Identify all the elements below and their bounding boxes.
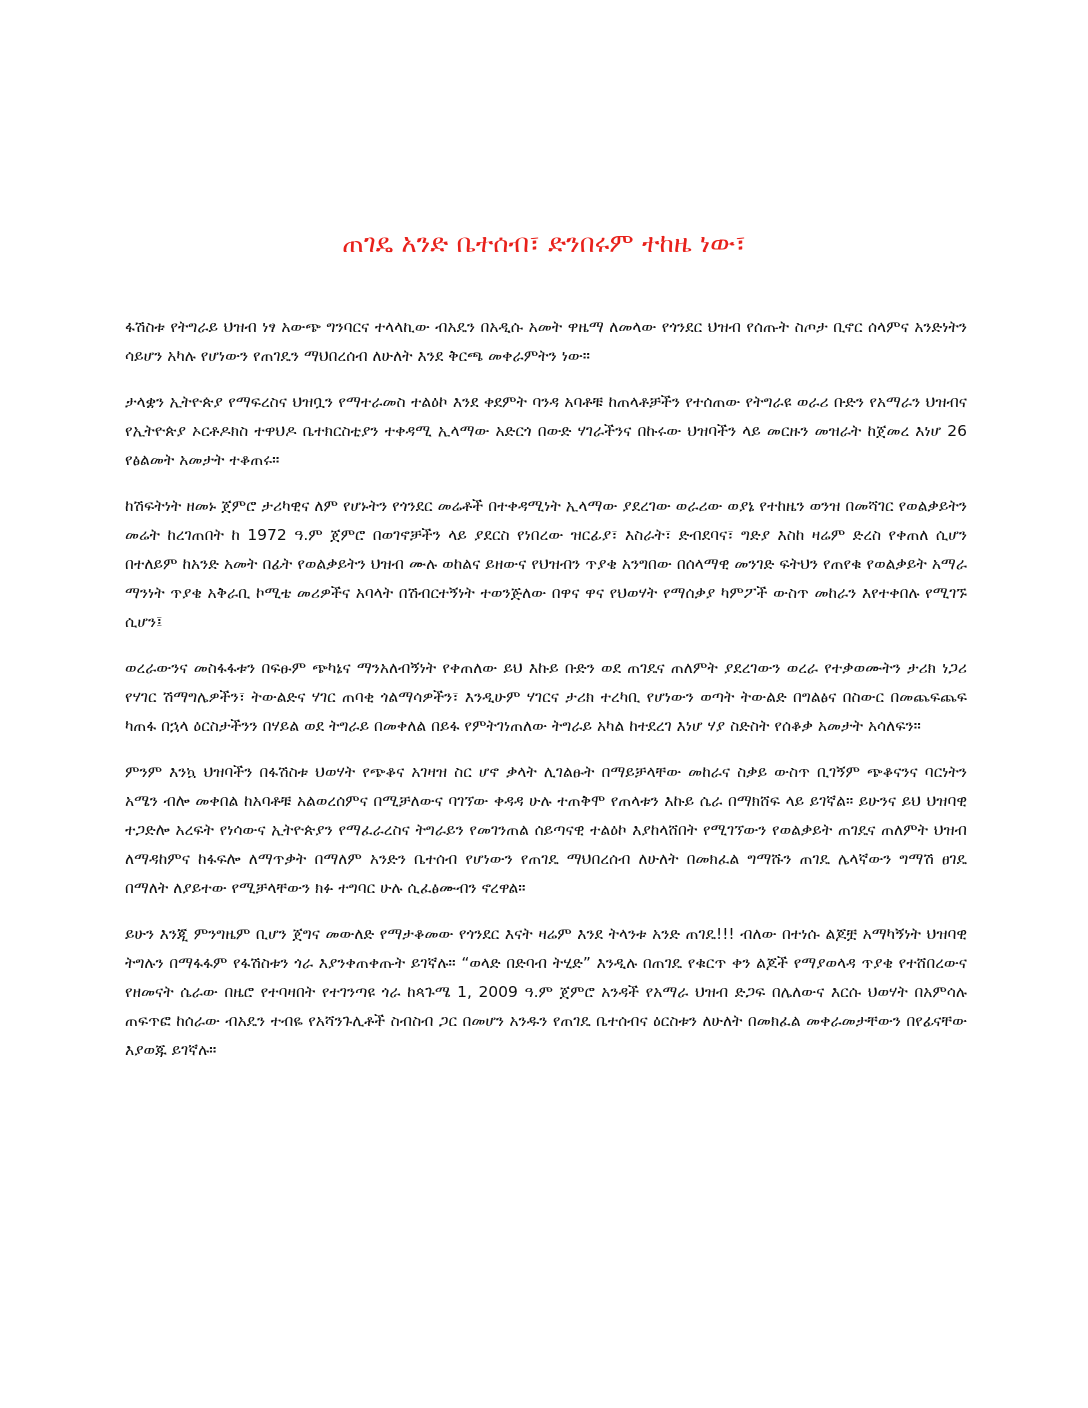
document-title: ጠገዴ አንድ ቤተሰብ፣ ድንበሩም ተከዜ ነው፣ (342, 229, 746, 259)
paragraph: ታላቋን ኢትዮጵያ የማፍረስና ህዝቧን የማተራመስ ተልዕኮ እንደ ቀደምት ባንዳ አባቶቹ ከጠላቶቻችን የተሰጠው የትግራዩ ወራሪ ቡድን የአማራን ህዝብና የኢትዮጵያ ኦርቶዶክስ ተዋህዶ ቤተክርስቲያን ተቀዳሚ ኢላማው አድርጎ በውድ ሃገራችንና በኩሩው ህዝባችን ላይ መርዙን መዝራት ከጀመረ እነሆ 26 የፅልመት አመታት ተቆጠሩ። (125, 393, 967, 469)
paragraph: ይሁን እንጂ ምንግዜም ቢሆን ጀግና መውለድ የማታቆመው የጎንደር እናት ዛሬም እንደ ትላንቱ አንድ ጠገዴ!!! ብለው በተነሱ ልጆቿ አማካኝነት ህዝባዊ ትግሉን በማፋፋም የፋሽስቱን ጎራ እያንቀጠቀጡት ይገኛሉ። “ወላድ በድባብ ትሂድ” እንዲሉ በጠገዴ የቁርጥ ቀን ልጆች የማያወላዳ ጥያቄ የተሸበረውና የዘመናት ሴራው በዜሮ የተባዛበት የተገንጣዩ ጎራ ከጳጉሜ 1, 2009 ዓ.ም ጀምሮ አንዳች የአማራ ህዝብ ድጋፍ በሌለውና እርሱ ህወሃት በአምሳሉ ጠፍጥፎ ከሰራው ብአዴን ተብዬ የአሻንጉሊቶች ስብስብ ጋር በመሆን አንዱን የጠገዴ ቤተሰብና ዕርስቱን ለሁለት በመክፈል መቀራመታቸውን በየፊናቸው እያወጁ ይገኛሉ። (125, 925, 967, 1059)
paragraph: ምንም እንኳ ህዝባችን በፋሽስቱ ህወሃት የጭቆና አገዛዝ ስር ሆኖ ቃላት ሊገልፁት በማይቻላቸው መከራና ስቃይ ውስጥ ቢገኝም ጭቆናንና ባርነትን አሜን ብሎ መቀበል ከአባቶቹ አልወረሰምና በሚቻለውና ባገኘው ቀዳዳ ሁሉ ተጠቅሞ የጠላቱን እኩይ ሴራ በማክሸፍ ላይ ይገኛል። ይሁንና ይህ ህዝባዊ ተጋድሎ አረፍት የነሳውና ኢትዮጵያን የማፈራረስና ትግራይን የመገንጠል ሰይጣናዊ ተልዕኮ እያከላሸበት የሚገኘውን የወልቃይት ጠገዴና ጠለምት ህዝብ ለማዳከምና ከፋፍሎ ለማጥቃት በማለም አንድን ቤተሰብ የሆነውን የጠገዴ ማህበረሰብ ለሁለት በመክፈል ግማሹን ጠገዴ ሌላኛውን ግማሽ ፀገዴ በማለት ለያይተው የሚቻላቸውን ክፉ ተግባር ሁሉ ሲፈፅሙብን ኖረዋል። (125, 763, 967, 897)
paragraph: ፋሽስቱ የትግራይ ህዝብ ነፃ አውጭ ግንባርና ተላላኪው ብአዴን በአዲሱ አመት ዋዜማ ለመላው የጎንደር ህዝብ የሰጡት ስጦታ ቢኖር ሰላምና አንድነትን ሳይሆን አካሉ የሆነውን የጠገዴን ማህበረሰብ ለሁለት እንደ ቅርጫ መቀራምትን ነው። (125, 318, 967, 365)
document-body (125, 313, 967, 1082)
paragraph: ወረራውንና መስፋፋቱን በፍፁም ጭካኔና ማንአለብኝነት የቀጠለው ይህ እኩይ ቡድን ወደ ጠገዴና ጠለምት ያደረገውን ወረራ የተቃወሙትን ታሪክ ነጋሪ የሃገር ሽማግሌዎችን፣ ትውልድና ሃገር ጠባቂ ጎልማሳዎችን፣ እንዲሁም ሃገርና ታሪክ ተረካቢ የሆነውን ወጣት ትውልድ በግልፅና በስውር በመጨፍጨፍ ካጠፋ በኋላ ዕርስታችንን በሃይል ወደ ትግራይ በመቀለል በይፋ የምትገነጠለው ትግራይ አካል ከተደረገ እነሆ ሃያ ስድስት የሰቆቃ አመታት አሳለፍን። (125, 659, 967, 735)
paragraph: ከሽፍትነት ዘመኑ ጀምሮ ታሪካዊና ለም የሆኑትን የጎንደር መሬቶች በተቀዳሚነት ኢላማው ያደረገው ወራሪው ወያኔ የተከዜን ወንዝ በመሻገር የወልቃይትን መሬት ከረገጠበት ከ 1972 ዓ.ም ጀምሮ በወገኖቻችን ላይ ያደርስ የነበረው ዝርፊያ፣ እስራት፣ ድብደባና፣ ግድያ እስከ ዛሬም ድረስ የቀጠለ ሲሆን በተለይም ከአንድ አመት በፊት የወልቃይትን ህዝብ ሙሉ ወከልና ይዘውና የህዝብን ጥያቄ አንግበው በሰላማዊ መንገድ ፍትህን የጠየቁ የወልቃይት አማራ ማንነት ጥያቄ አቅራቢ ኮሚቴ መሪዎችና አባላት በሽብርተኝነት ተወንጅለው በዋና ዋና የህወሃት የማሰቃያ ካምፖች ውስጥ መከራን እየተቀበሉ የሚገኙ ሲሆን፤ (125, 497, 967, 631)
